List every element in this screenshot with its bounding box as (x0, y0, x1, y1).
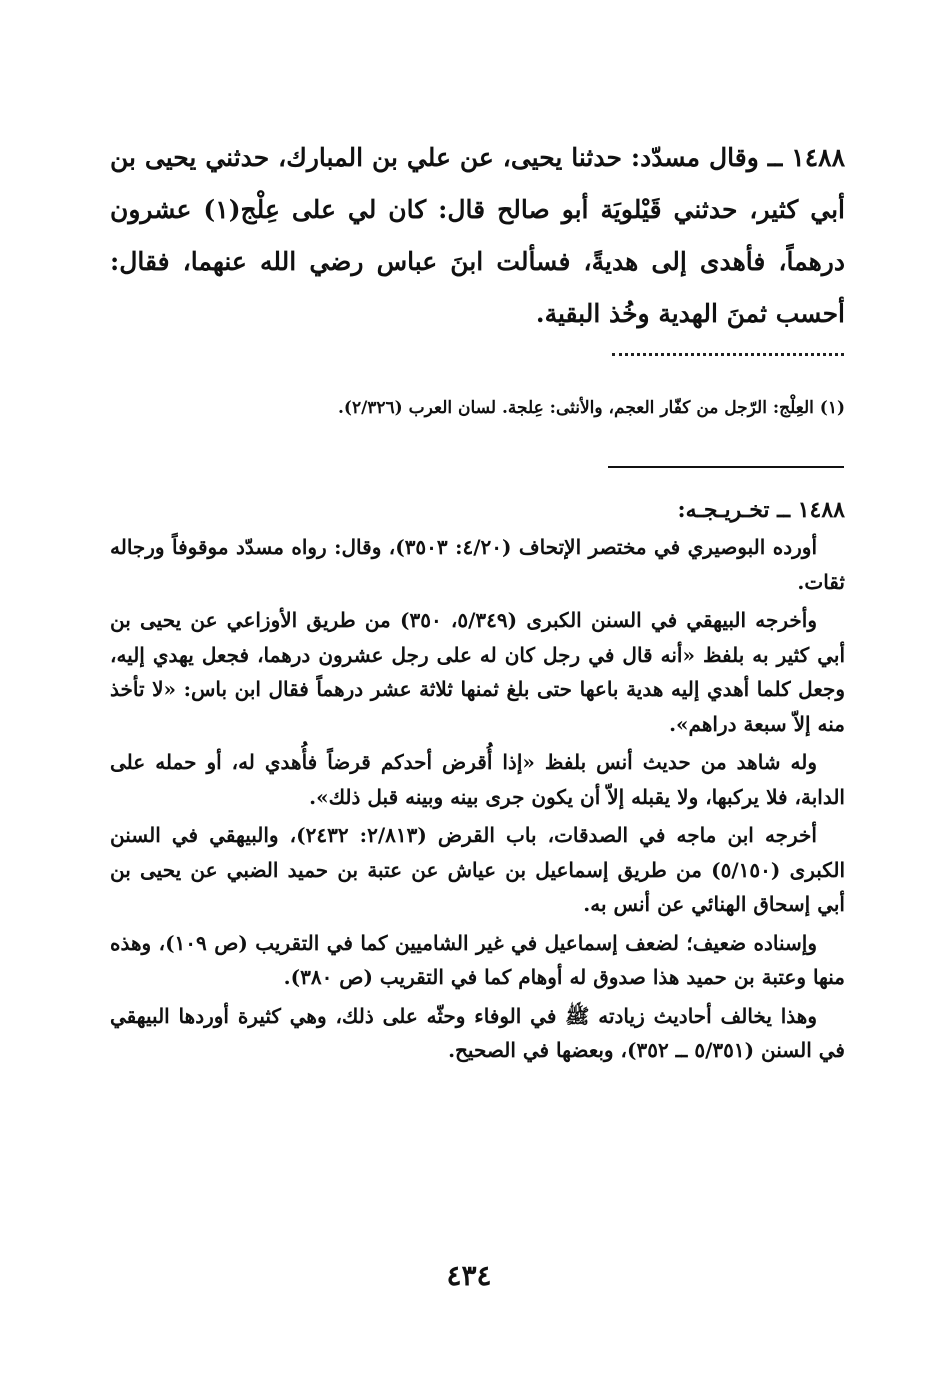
takhrij-paragraph: أورده البوصيري في مختصر الإتحاف (٤/٢٠: ٣٥٠٣)، وقال: رواه مسدّد موقوفاً ورجاله ثقات. (110, 535, 845, 594)
takhrij-paragraph: وله شاهد من حديث أنس بلفظ «إذا أُقرض أحدكم قرضاً فأُهدي له، أو حمله على الدابة، فلا يركبها، ولا يقبله إلاّ أن يكون جرى بينه وبينه قبل ذلك». (110, 750, 845, 809)
takhrij-paragraph: وهذا يخالف أحاديث زيادته ﷺ في الوفاء وحثّه على ذلك، وهي كثيرة أوردها البيهقي في السنن (٥/٣٥١ ــ ٣٥٢)، وبعضها في الصحيح. (110, 1003, 845, 1062)
takhrij-paragraph: أخرجه ابن ماجه في الصدقات، باب القرض (٢/٨١٣: ٢٤٣٢)، والبيهقي في السنن الكبرى (٥/١٥٠) من طريق إسماعيل بن عياش عن عتبة بن حميد الضبي عن يحيى بن أبي إسحاق الهنائي عن أنس به. (110, 823, 845, 916)
takhrij-paragraph: وإسناده ضعيف؛ لضعف إسماعيل في غير الشاميين كما في التقريب (ص ١٠٩)، وهذه منها وعتبة بن حميد هذا صدوق له أوهام كما في التقريب (ص ٣٨٠). (110, 930, 845, 989)
footnote: (١) العِلْج: الرّجل من كفّار العجم، والأنثى: عِلجة. لسان العرب (٢/٣٢٦). (337, 398, 845, 418)
section-divider (608, 466, 844, 468)
footnote-divider (612, 353, 844, 358)
page-number: ٤٣٤ (446, 1259, 492, 1292)
takhrij-paragraph: وأخرجه البيهقي في السنن الكبرى (٥/٣٤٩، ٣٥٠) من طريق الأوزاعي عن يحيى بن أبي كثير به بلفظ «أنه قال في رجل كان له على رجل عشرون درهما، فجعل يهدي إليه، وجعل كلما أهدي إليه هدية باعها حتى بلغ ثمنها ثلاثة عشر درهماً فقال ابن باس: «لا تأخذ منه إلاّ سبعة دراهم». (110, 608, 845, 736)
hadith-text: ١٤٨٨ ــ وقال مسدّد: حدثنا يحيى، عن علي بن المبارك، حدثني يحيى بن أبي كثير، حدثني قَيْلويَة أبو صالح قال: كان لي على عِلْج(١) عشرون درهماً، فأهدى إلى هديةً، فسألت ابنَ عباس رضي الله عنهما، فقال: أحسب ثمنَ الهدية وخُذ البقية. (110, 143, 845, 328)
takhrij-section (110, 492, 845, 1072)
takhrij-heading: ١٤٨٨ ــ تخـريـجـه: (677, 497, 845, 523)
